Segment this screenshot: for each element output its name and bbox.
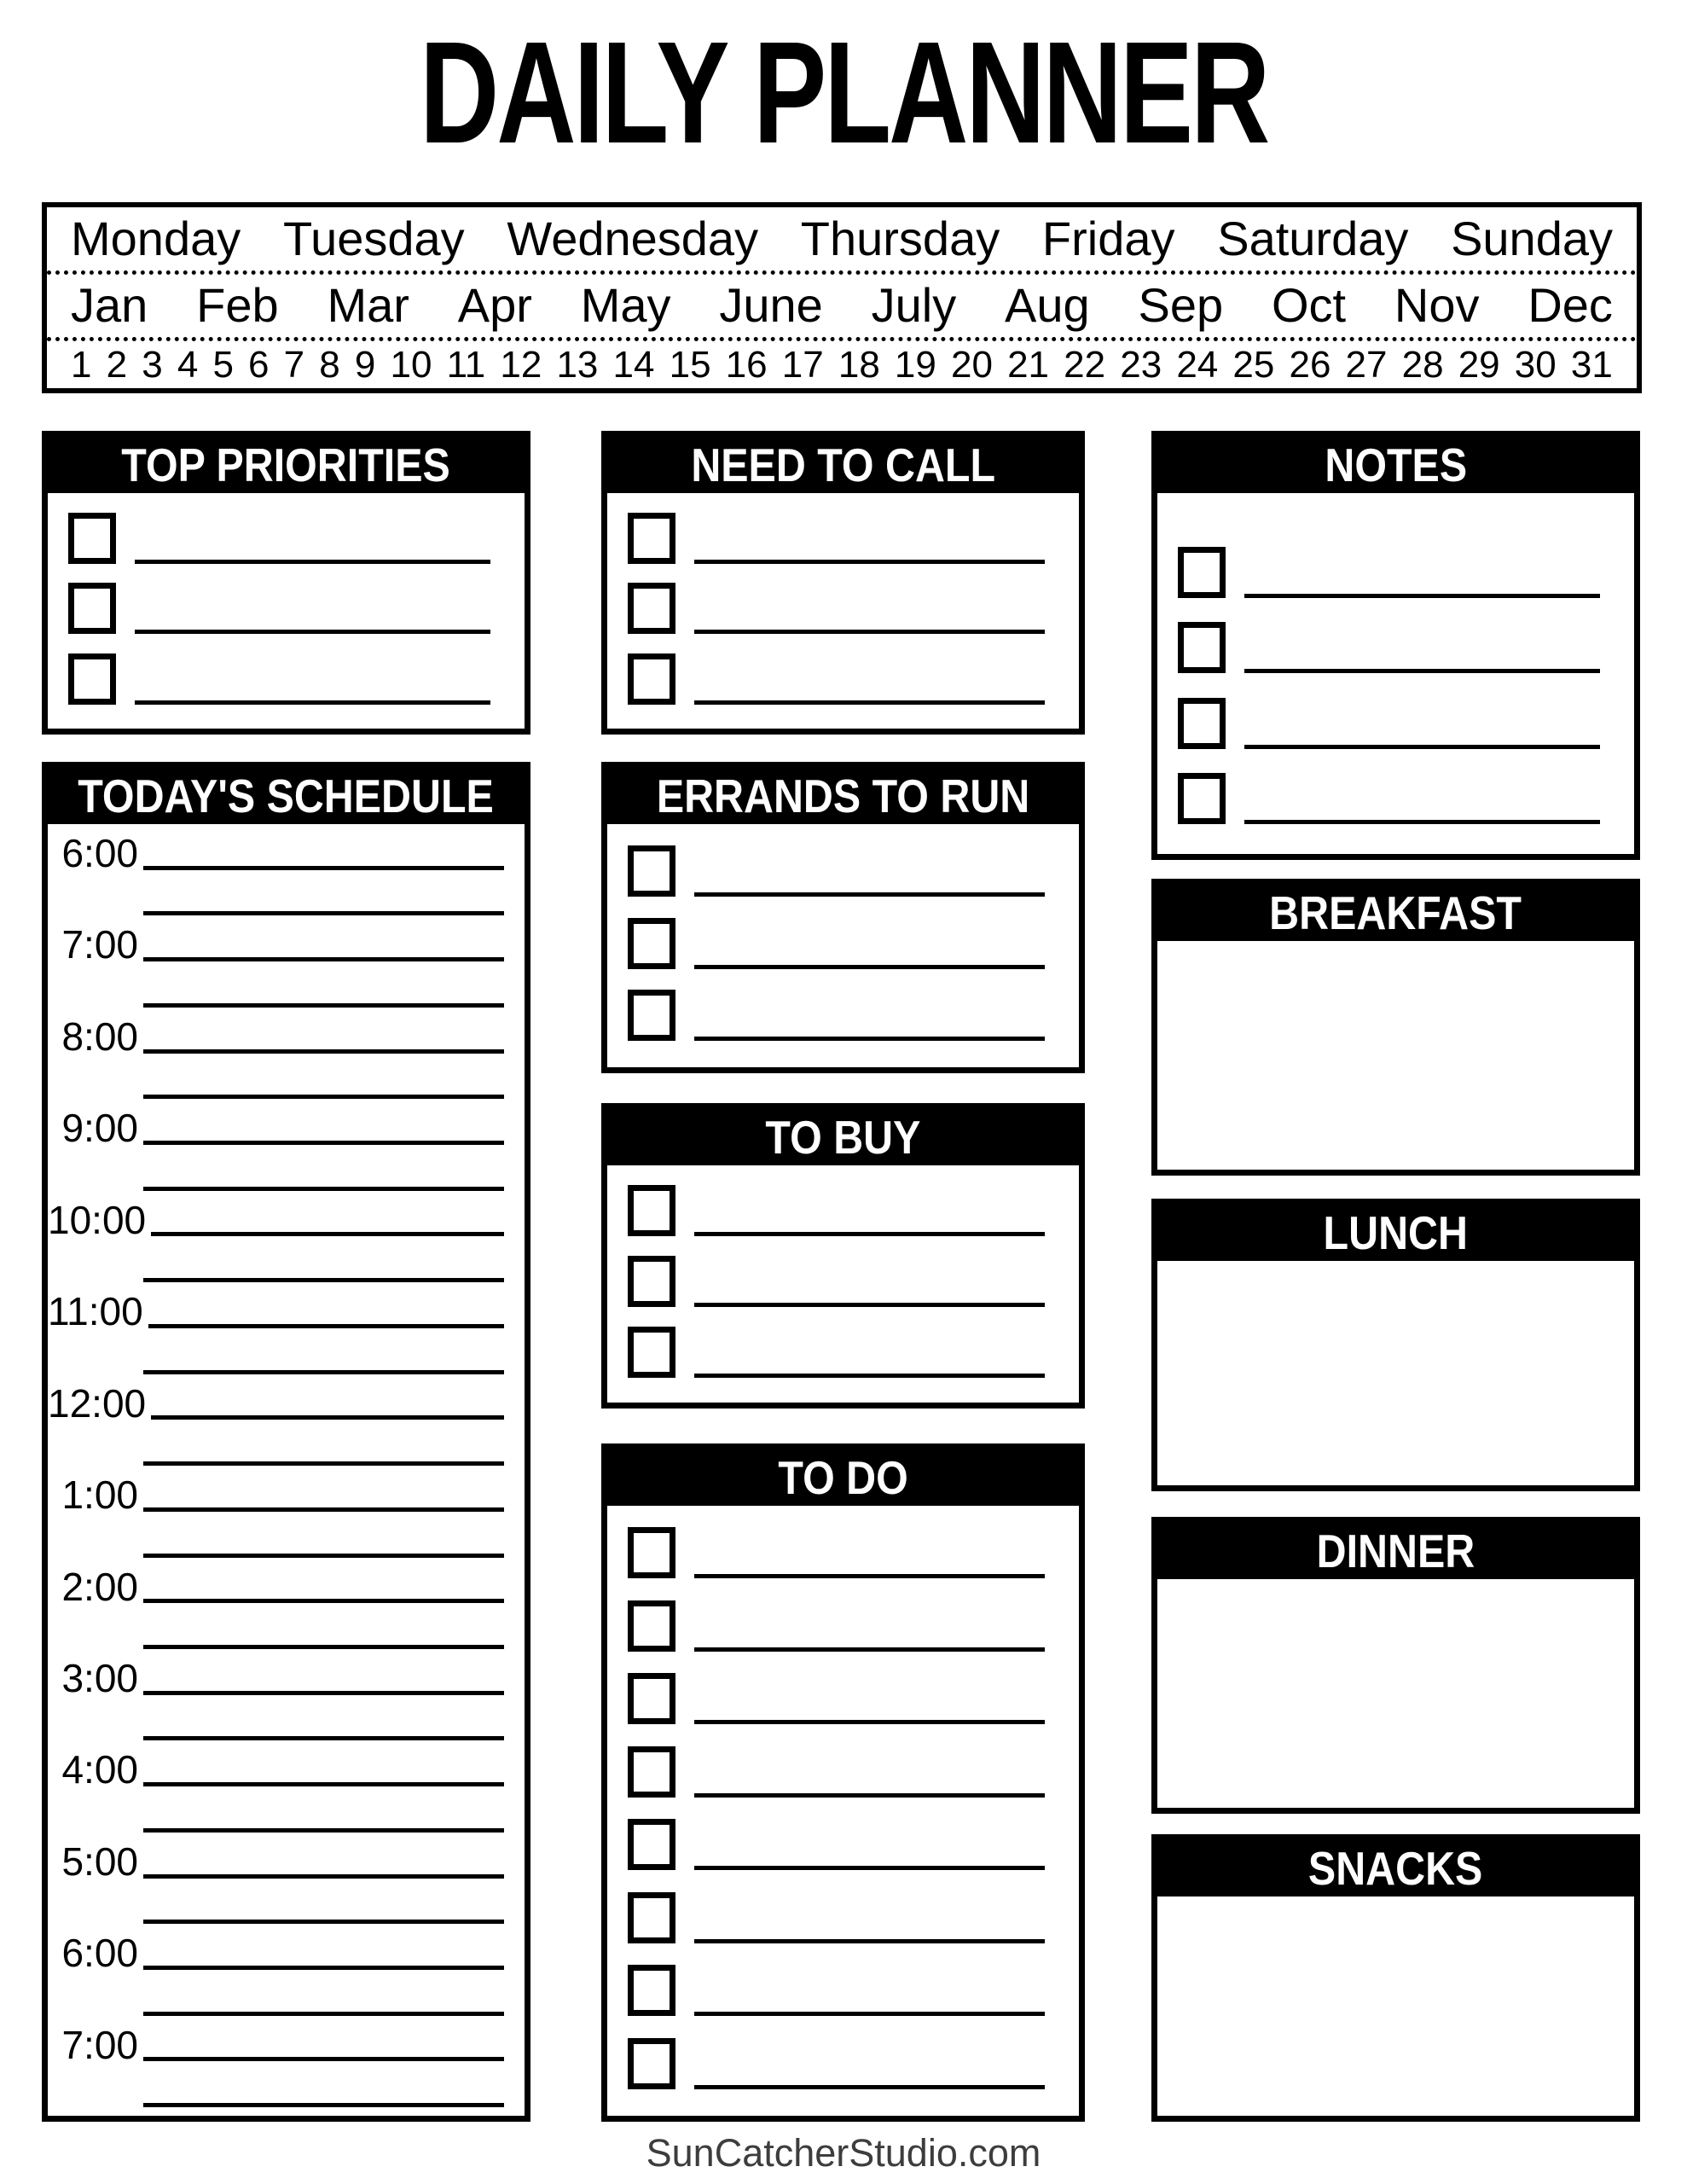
check-row (628, 653, 1045, 705)
check-row (628, 513, 1045, 564)
schedule-hour-row (48, 1466, 525, 1518)
weekday-option: Tuesday (282, 211, 465, 265)
month-option: Feb (196, 278, 279, 333)
date-option: 10 (390, 343, 432, 386)
schedule-half-hour-row (48, 1145, 525, 1191)
schedule-title: TODAY'S SCHEDULE (78, 769, 495, 822)
write-line[interactable] (694, 1866, 1045, 1870)
dinner-writing-area[interactable] (1157, 1579, 1634, 1808)
errands-header (607, 768, 1079, 824)
schedule-hour-row (48, 1924, 525, 1976)
checkbox[interactable] (628, 1185, 675, 1236)
weekday-option: Monday (71, 211, 241, 265)
check-row (628, 845, 1045, 897)
date-option: 2 (106, 343, 128, 386)
checkbox[interactable] (1178, 773, 1226, 824)
date-option: 4 (177, 343, 199, 386)
notes-checklist (1157, 493, 1634, 854)
month-option: Aug (1005, 278, 1090, 333)
month-option: Jan (71, 278, 148, 333)
checkbox[interactable] (628, 2038, 675, 2089)
schedule-half-hour-row (48, 1236, 525, 1282)
calendar-strip (42, 202, 1642, 393)
write-line[interactable] (694, 1939, 1045, 1943)
weekday-option: Sunday (1451, 211, 1613, 265)
weekday-option: Friday (1041, 211, 1175, 265)
lunch-writing-area[interactable] (1157, 1261, 1634, 1485)
check-row (628, 1256, 1045, 1307)
need-to-call-header (607, 437, 1079, 493)
checkbox[interactable] (628, 990, 675, 1041)
date-option: 21 (1007, 343, 1050, 386)
checkbox[interactable] (628, 583, 675, 634)
write-line[interactable] (694, 1574, 1045, 1578)
checkbox[interactable] (628, 1600, 675, 1652)
month-option: June (719, 278, 823, 333)
schedule-hour-row (48, 1191, 525, 1242)
checkbox[interactable] (628, 1256, 675, 1307)
write-line[interactable] (1244, 669, 1600, 673)
schedule-hour-row (48, 1833, 525, 1884)
schedule-time-label: 9:00 (61, 1106, 138, 1151)
date-option: 20 (951, 343, 993, 386)
check-row (628, 583, 1045, 634)
check-row (68, 513, 490, 564)
month-option: Sep (1138, 278, 1224, 333)
checkbox[interactable] (68, 653, 116, 705)
month-option: May (580, 278, 671, 333)
write-line[interactable] (135, 700, 490, 705)
page-title-text: DAILY PLANNER (419, 12, 1268, 174)
schedule-half-hour-row (48, 1328, 525, 1374)
check-row (628, 990, 1045, 1041)
month-option: Oct (1271, 278, 1347, 333)
month-option: July (871, 278, 957, 333)
date-option: 29 (1458, 343, 1500, 386)
top-priorities-checklist (48, 493, 525, 729)
check-row (628, 1673, 1045, 1724)
section-snacks (1151, 1834, 1640, 2122)
schedule-half-hour-row (48, 1879, 525, 1925)
to-do-checklist (607, 1506, 1079, 2116)
section-top-priorities (42, 431, 530, 735)
weekday-option: Saturday (1217, 211, 1409, 265)
schedule-hour-row (48, 2016, 525, 2067)
schedule-time-label: 1:00 (61, 1472, 138, 1518)
date-option: 11 (446, 343, 486, 386)
breakfast-writing-area[interactable] (1157, 941, 1634, 1170)
schedule-half-hour-row (48, 2061, 525, 2107)
snacks-title: SNACKS (1308, 1841, 1483, 1895)
schedule-half-hour-row (48, 1420, 525, 1466)
check-row (68, 653, 490, 705)
snacks-writing-area[interactable] (1157, 1896, 1634, 2116)
notes-header (1157, 437, 1634, 493)
month-option: Mar (327, 278, 409, 333)
schedule-hour-row (48, 1649, 525, 1700)
write-line[interactable] (694, 1374, 1045, 1378)
write-line[interactable] (1244, 820, 1600, 824)
weekday-option: Wednesday (507, 211, 759, 265)
schedule-list (48, 824, 525, 2116)
section-to-do (601, 1443, 1085, 2122)
need-to-call-checklist (607, 493, 1079, 729)
date-option: 5 (212, 343, 234, 386)
schedule-hour-row (48, 915, 525, 967)
section-breakfast (1151, 879, 1640, 1176)
schedule-hour-row (48, 1008, 525, 1059)
schedule-header (48, 768, 525, 824)
to-do-title: TO DO (778, 1450, 908, 1504)
schedule-time-label: 8:00 (61, 1014, 138, 1059)
write-line[interactable] (694, 1793, 1045, 1798)
date-option: 6 (248, 343, 270, 386)
check-row (628, 1527, 1045, 1578)
write-line[interactable] (694, 2085, 1045, 2089)
write-line[interactable] (694, 2012, 1045, 2016)
write-line[interactable] (694, 630, 1045, 634)
date-option: 31 (1570, 343, 1613, 386)
date-option: 24 (1176, 343, 1219, 386)
date-option: 7 (283, 343, 305, 386)
schedule-half-hour-row (48, 961, 525, 1008)
write-line[interactable] (694, 1037, 1045, 1041)
write-line[interactable] (694, 1720, 1045, 1724)
write-line[interactable] (694, 1232, 1045, 1236)
check-row (628, 1185, 1045, 1236)
to-buy-checklist (607, 1165, 1079, 1403)
schedule-half-hour-row (48, 1054, 525, 1100)
section-dinner (1151, 1517, 1640, 1814)
need-to-call-title: NEED TO CALL (691, 438, 995, 491)
date-row (47, 341, 1637, 388)
write-line[interactable] (694, 1303, 1045, 1307)
checkbox[interactable] (68, 583, 116, 634)
checkbox[interactable] (628, 513, 675, 564)
checkbox[interactable] (628, 653, 675, 705)
date-option: 9 (354, 343, 376, 386)
check-row (628, 1600, 1045, 1652)
dinner-title: DINNER (1316, 1524, 1475, 1577)
date-option: 1 (71, 343, 92, 386)
schedule-write-line[interactable] (143, 2103, 504, 2107)
to-buy-header (607, 1109, 1079, 1165)
schedule-time-label: 11:00 (48, 1289, 143, 1334)
top-priorities-title: TOP PRIORITIES (121, 438, 451, 491)
month-option: Apr (457, 278, 532, 333)
schedule-hour-row (48, 824, 525, 875)
date-option: 25 (1232, 343, 1275, 386)
check-row (68, 583, 490, 634)
schedule-time-label: 5:00 (61, 1838, 138, 1884)
lunch-title: LUNCH (1323, 1205, 1469, 1259)
schedule-hour-row (48, 1374, 525, 1426)
write-line[interactable] (135, 560, 490, 564)
schedule-time-label: 4:00 (61, 1747, 138, 1792)
schedule-half-hour-row (48, 1603, 525, 1649)
date-option: 28 (1401, 343, 1444, 386)
date-option: 15 (669, 343, 711, 386)
breakfast-title: BREAKFAST (1269, 886, 1522, 939)
weekday-row (47, 207, 1637, 270)
date-option: 22 (1064, 343, 1106, 386)
date-option: 23 (1120, 343, 1162, 386)
date-option: 18 (838, 343, 880, 386)
date-option: 17 (781, 343, 824, 386)
checkbox[interactable] (1178, 698, 1226, 749)
date-option: 13 (556, 343, 599, 386)
schedule-time-label: 10:00 (48, 1197, 147, 1242)
lunch-header (1157, 1205, 1634, 1261)
schedule-hour-row (48, 1099, 525, 1151)
checkbox[interactable] (628, 918, 675, 969)
write-line[interactable] (694, 965, 1045, 969)
write-line[interactable] (694, 1647, 1045, 1652)
weekday-option: Thursday (800, 211, 1000, 265)
schedule-time-label: 7:00 (61, 2022, 138, 2067)
check-row (1178, 698, 1600, 749)
write-line[interactable] (694, 700, 1045, 705)
check-row (628, 2038, 1045, 2089)
section-notes (1151, 431, 1640, 860)
date-option: 16 (725, 343, 768, 386)
errands-checklist (607, 824, 1079, 1067)
schedule-half-hour-row (48, 1695, 525, 1741)
checkbox[interactable] (628, 845, 675, 897)
date-option: 19 (894, 343, 936, 386)
checkbox[interactable] (1178, 547, 1226, 598)
date-option: 8 (319, 343, 340, 386)
date-option: 14 (612, 343, 655, 386)
schedule-hour-row (48, 1558, 525, 1609)
top-priorities-header (48, 437, 525, 493)
site-credit: SunCatcherStudio.com (646, 2131, 1041, 2175)
check-row (628, 1965, 1045, 2016)
breakfast-header (1157, 885, 1634, 941)
date-option: 30 (1514, 343, 1557, 386)
checkbox[interactable] (1178, 622, 1226, 673)
checkbox[interactable] (628, 1746, 675, 1798)
snacks-header (1157, 1840, 1634, 1896)
check-row (628, 1892, 1045, 1943)
schedule-time-label: 6:00 (61, 1931, 138, 1976)
to-buy-title: TO BUY (765, 1110, 921, 1164)
schedule-half-hour-row (48, 1786, 525, 1833)
check-row (628, 1746, 1045, 1798)
section-need-to-call (601, 431, 1085, 735)
check-row (1178, 773, 1600, 824)
check-row (628, 1819, 1045, 1870)
notes-title: NOTES (1325, 438, 1467, 491)
date-option: 27 (1345, 343, 1388, 386)
schedule-hour-row (48, 1282, 525, 1334)
to-do-header (607, 1449, 1079, 1506)
schedule-time-label: 6:00 (61, 831, 138, 875)
checkbox[interactable] (628, 1819, 675, 1870)
date-option: 26 (1289, 343, 1331, 386)
dinner-header (1157, 1523, 1634, 1579)
errands-title: ERRANDS TO RUN (656, 769, 1030, 822)
schedule-time-label: 2:00 (61, 1564, 138, 1609)
write-line[interactable] (1244, 745, 1600, 749)
check-row (1178, 622, 1600, 673)
schedule-time-label: 3:00 (61, 1655, 138, 1700)
check-row (628, 918, 1045, 969)
checkbox[interactable] (628, 1527, 675, 1578)
section-todays-schedule (42, 762, 530, 2122)
month-option: Dec (1528, 278, 1613, 333)
schedule-half-hour-row (48, 1512, 525, 1558)
schedule-half-hour-row (48, 1970, 525, 2016)
page-title (0, 12, 1687, 174)
checkbox[interactable] (628, 1892, 675, 1943)
checkbox[interactable] (628, 1673, 675, 1724)
schedule-time-label: 7:00 (61, 922, 138, 967)
write-line[interactable] (694, 560, 1045, 564)
schedule-time-label: 12:00 (48, 1380, 147, 1426)
checkbox[interactable] (628, 1965, 675, 2016)
check-row (1178, 547, 1600, 598)
write-line[interactable] (694, 892, 1045, 897)
section-to-buy (601, 1103, 1085, 1409)
month-option: Nov (1394, 278, 1480, 333)
month-row (47, 270, 1637, 342)
schedule-hour-row (48, 1740, 525, 1792)
date-option: 12 (500, 343, 542, 386)
checkbox[interactable] (68, 513, 116, 564)
date-option: 3 (142, 343, 163, 386)
section-errands-to-run (601, 762, 1085, 1073)
write-line[interactable] (1244, 594, 1600, 598)
checkbox[interactable] (628, 1327, 675, 1378)
check-row (628, 1327, 1045, 1378)
schedule-half-hour-row (48, 870, 525, 916)
section-lunch (1151, 1199, 1640, 1491)
write-line[interactable] (135, 630, 490, 634)
